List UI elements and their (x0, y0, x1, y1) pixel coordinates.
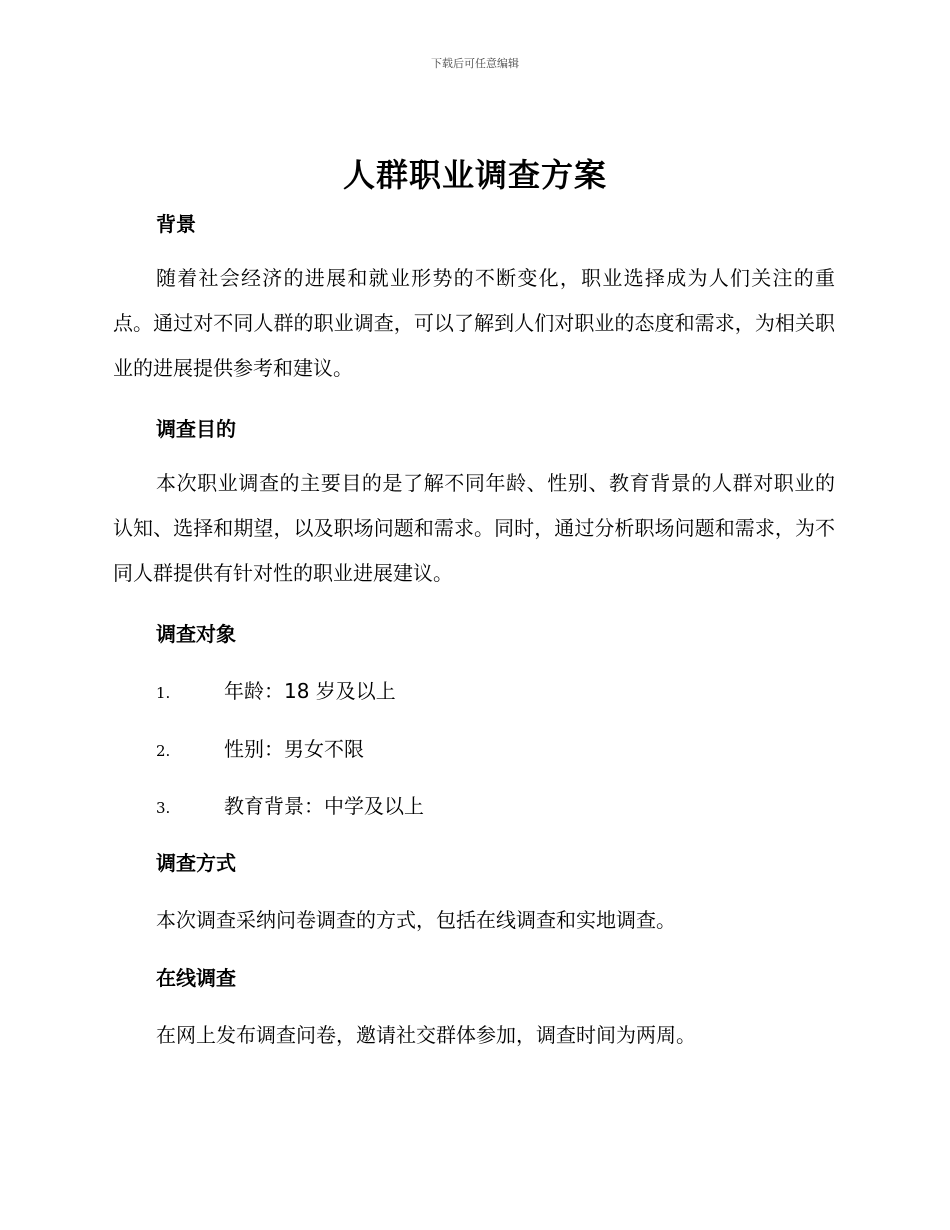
list-item-text: 年龄：18 岁及以上 (224, 679, 396, 703)
list-item (156, 733, 364, 762)
purpose-paragraph: 本次职业调查的主要目的是了解不同年龄、性别、教育背景的人群对职业的认知、选择和期望，以及职场问题和需求。同时，通过分析职场问题和需求，为不同人群提供有针对性的职业进展建议。 (113, 471, 835, 585)
list-item (156, 790, 424, 819)
section-heading-online: 在线调查 (156, 966, 236, 990)
list-item-number: 2. (156, 742, 171, 760)
document-title: 人群职业调查方案 (342, 156, 607, 194)
list-item-number: 1. (156, 684, 171, 702)
background-paragraph: 随着社会经济的进展和就业形势的不断变化，职业选择成为人们关注的重点。通过对不同人群的职业调查，可以了解到人们对职业的态度和需求，为相关职业的进展提供参考和建议。 (113, 266, 835, 380)
method-paragraph: 本次调查采纳问卷调查的方式，包括在线调查和实地调查。 (156, 908, 676, 932)
section-heading-background: 背景 (156, 212, 196, 236)
online-paragraph: 在网上发布调查问卷，邀请社交群体参加，调查时间为两周。 (156, 1023, 696, 1047)
list-item-text: 教育背景：中学及以上 (224, 794, 424, 818)
header-note: 下载后可任意编辑 (431, 57, 519, 70)
section-heading-method: 调查方式 (156, 851, 236, 875)
section-heading-purpose: 调查目的 (156, 417, 236, 441)
list-item (156, 675, 396, 704)
list-item-text: 性别：男女不限 (224, 737, 364, 761)
section-heading-subjects: 调查对象 (156, 622, 236, 646)
list-item-number: 3. (156, 799, 171, 817)
